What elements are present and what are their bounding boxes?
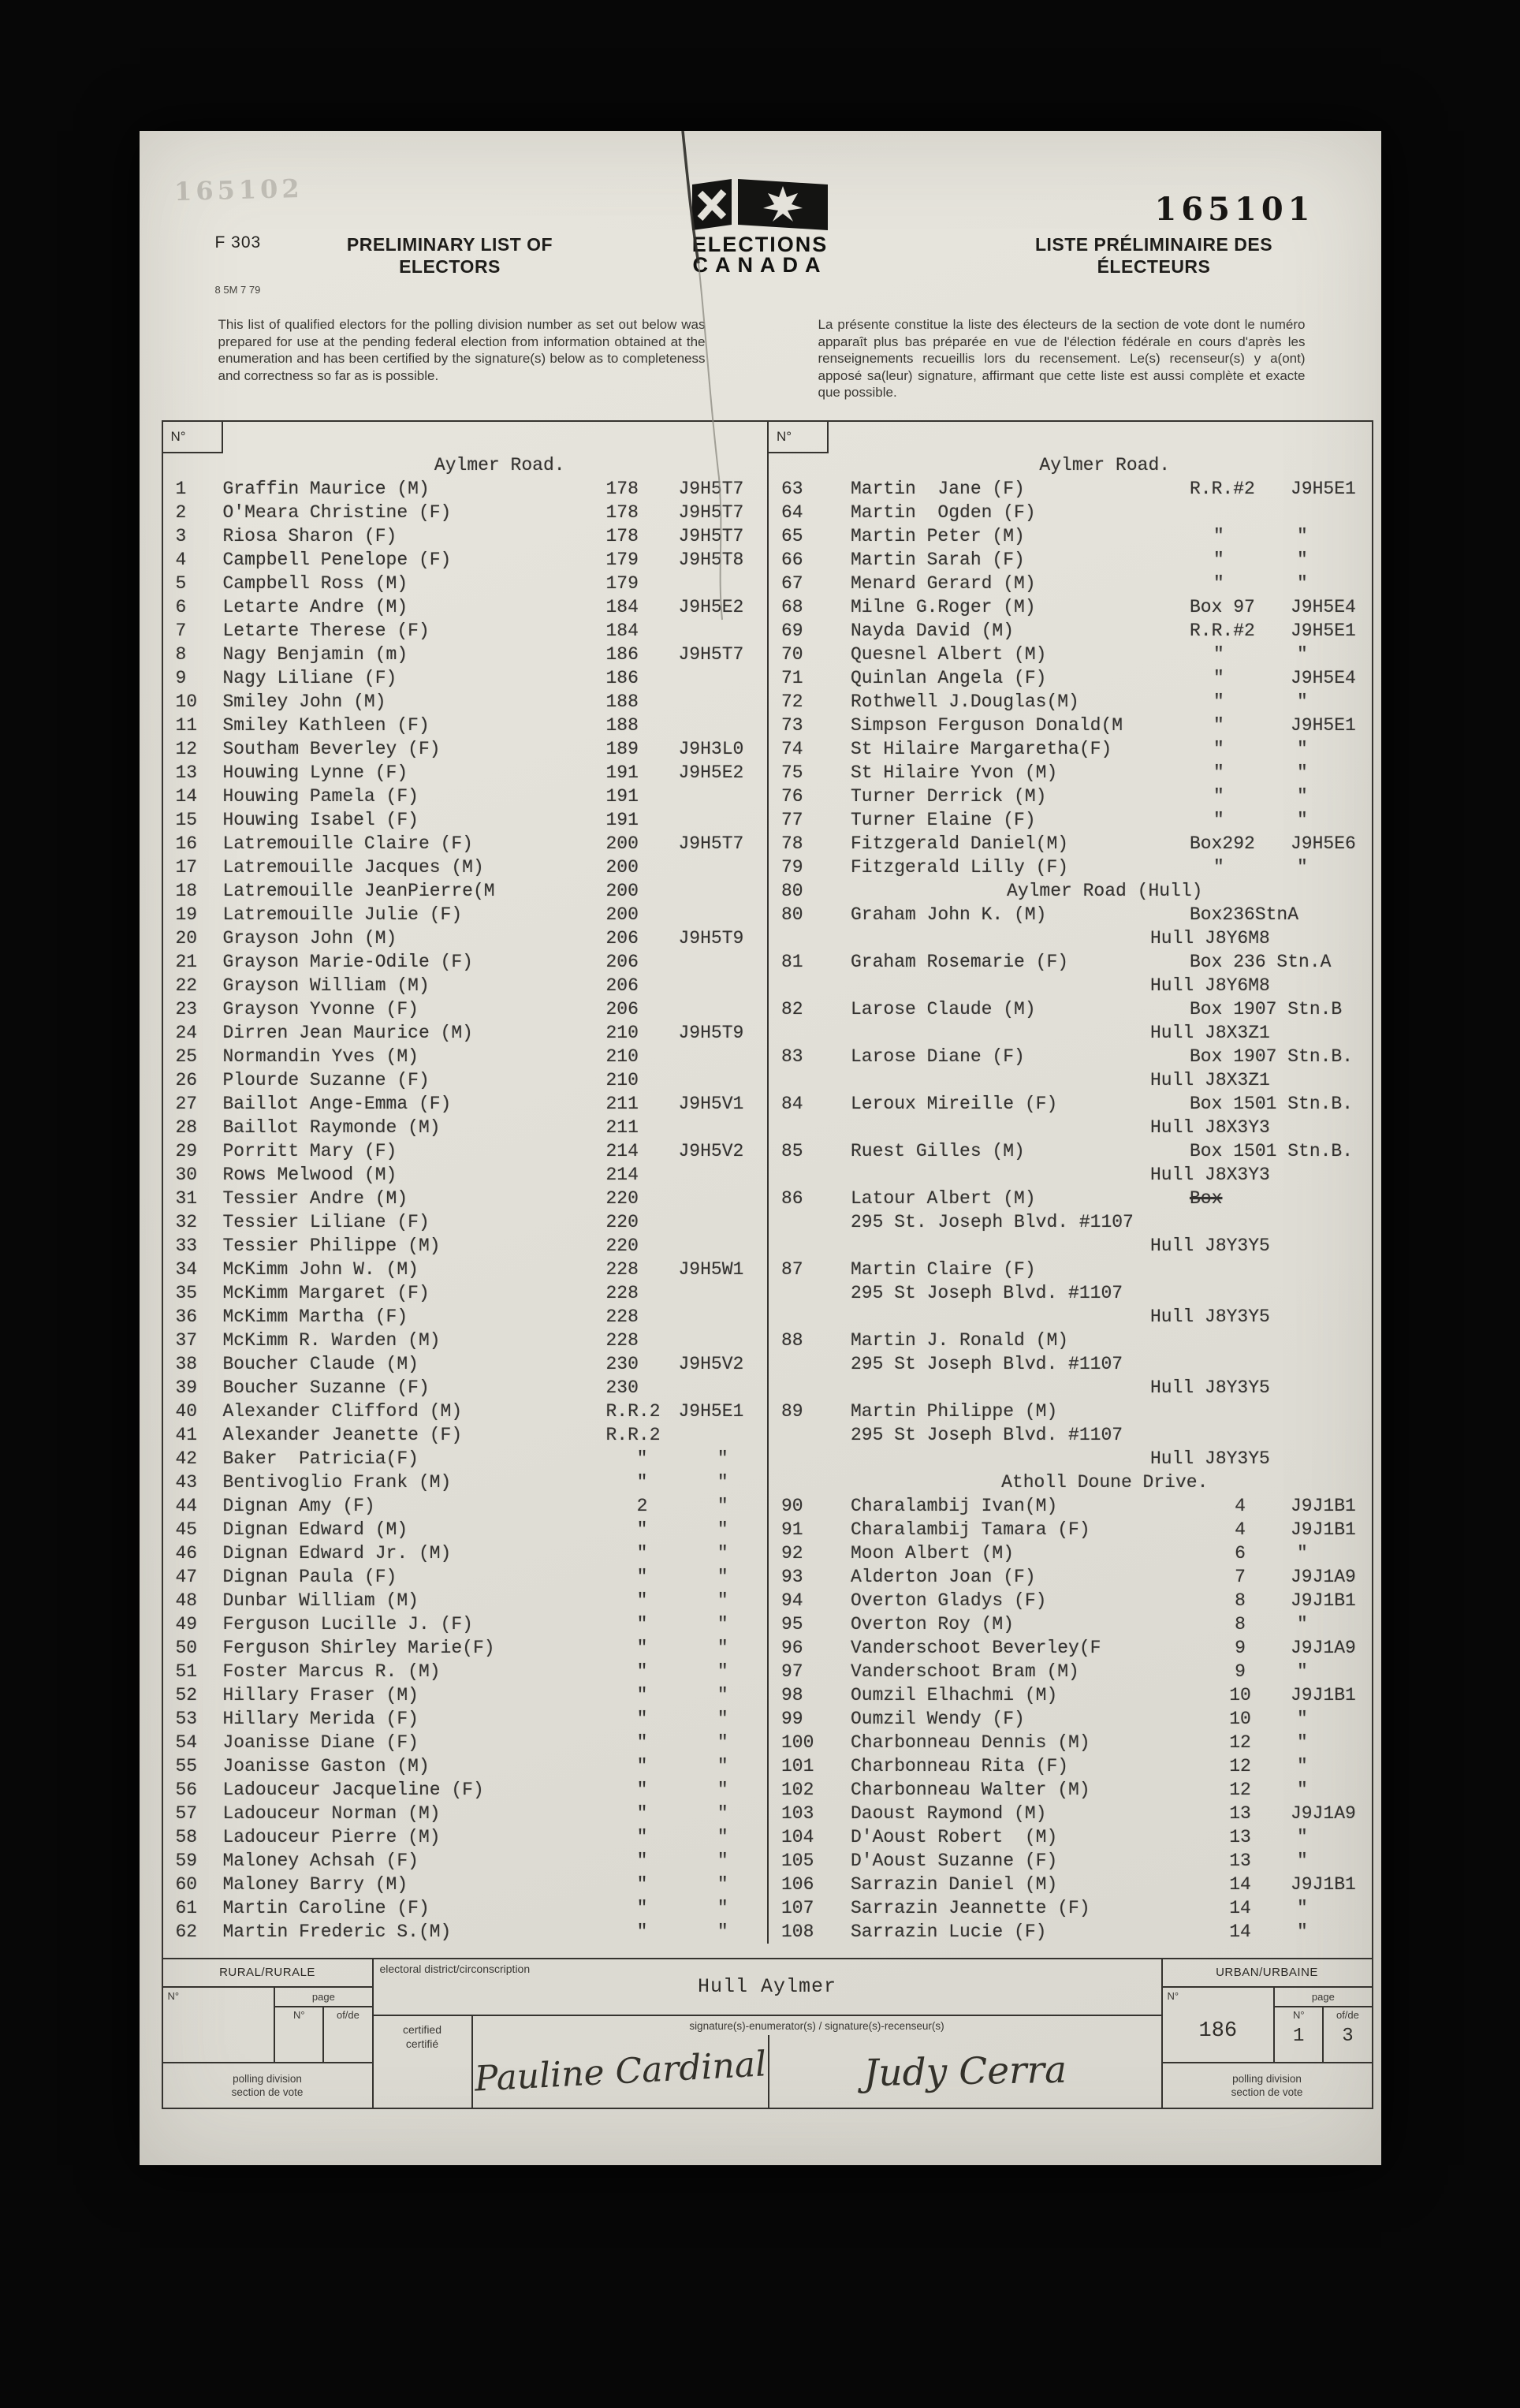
elector-row: 96 Vanderschoot Beverley(F 9 J9J1A9: [781, 1637, 1356, 1658]
elector-row: 100 Charbonneau Dennis (M) 12 ": [781, 1731, 1308, 1753]
elector-row: 25 Normandin Yves (M) 210: [175, 1046, 639, 1067]
elector-row: 76 Turner Derrick (M) " ": [781, 785, 1308, 807]
elector-row: 44 Dignan Amy (F) 2 ": [175, 1495, 728, 1516]
intro-paragraphs: [140, 296, 1381, 401]
elector-row: 90 Charalambij Ivan(M) 4 J9J1B1: [781, 1495, 1356, 1516]
elector-row: 67 Menard Gerard (M) " ": [781, 572, 1308, 594]
elector-row: 26 Plourde Suzanne (F) 210: [175, 1069, 639, 1090]
elector-row: 17 Latremouille Jacques (M) 200: [175, 856, 639, 878]
elector-row: 50 Ferguson Shirley Marie(F) " ": [175, 1637, 728, 1658]
elector-row: 80 Graham John K. (M) Box236StnA: [781, 904, 1299, 925]
elector-row: 16 Latremouille Claire (F) 200 J9H5T7: [175, 833, 744, 854]
flag-logo-icon: [683, 172, 837, 238]
elector-row: 47 Dignan Paula (F) " ": [175, 1566, 728, 1587]
elector-row: 62 Martin Frederic S.(M) " ": [175, 1921, 728, 1942]
rural-page-no: N°: [275, 2007, 324, 2062]
elector-row: 78 Fitzgerald Daniel(M) Box292 J9H5E6: [781, 833, 1356, 854]
elector-row: 51 Foster Marcus R. (M) " ": [175, 1661, 728, 1682]
elector-row: 29 Porritt Mary (F) 214 J9H5V2: [175, 1140, 744, 1161]
no-label: N°: [1167, 1989, 1179, 2002]
elector-row: 72 Rothwell J.Douglas(M) " ": [781, 691, 1308, 712]
elector-row: 59 Maloney Achsah (F) " ": [175, 1850, 728, 1871]
page-label: page: [1275, 1988, 1371, 2007]
elector-row: 55 Joanisse Gaston (M) " ": [175, 1755, 728, 1776]
signature-caption: signature(s)-enumerator(s) / signature(s)-recenseur(s): [689, 2019, 944, 2032]
elections-canada-logo: [650, 172, 870, 275]
elector-row: 103 Daoust Raymond (M) 13 J9J1A9: [781, 1802, 1356, 1824]
elector-row: 75 St Hilaire Yvon (M) " ": [781, 762, 1308, 783]
elector-row: 8 Nagy Benjamin (m) 186 J9H5T7: [175, 643, 744, 665]
elector-row: 87 Martin Claire (F): [781, 1258, 1036, 1280]
no-label: N°: [167, 1989, 180, 2002]
district-signature-area: [374, 1959, 1161, 2108]
elector-row: 82 Larose Claude (M) Box 1907 Stn.B: [781, 998, 1343, 1019]
elector-row: 84 Leroux Mireille (F) Box 1501 Stn.B.: [781, 1093, 1354, 1114]
elector-row: 105 D'Aoust Suzanne (F) 13 ": [781, 1850, 1308, 1871]
address-continuation: 295 St Joseph Blvd. #1107: [851, 1353, 1123, 1374]
elector-row: 86 Latour Albert (M) Box: [781, 1187, 1223, 1209]
elector-row: 48 Dunbar William (M) " ": [175, 1590, 728, 1611]
district-field: [374, 1959, 1161, 2016]
elector-row: 65 Martin Peter (M) " ": [781, 525, 1308, 546]
elector-row: 93 Alderton Joan (F) 7 J9J1A9: [781, 1566, 1356, 1587]
elector-row: 71 Quinlan Angela (F) " J9H5E4: [781, 667, 1356, 688]
form-number: F 303: [214, 233, 262, 252]
electors-list-left: [163, 453, 768, 1944]
address-continuation: Hull J8X3Y3: [1150, 1164, 1270, 1185]
elector-row: 53 Hillary Merida (F) " ": [175, 1708, 728, 1729]
elector-row: 91 Charalambij Tamara (F) 4 J9J1B1: [781, 1519, 1356, 1540]
elector-row: 43 Bentivoglio Frank (M) " ": [175, 1471, 728, 1493]
urban-page-no-value: 1: [1293, 2025, 1305, 2047]
elector-row: 22 Grayson William (M) 206: [175, 975, 639, 996]
elector-row: 46 Dignan Edward Jr. (M) " ": [175, 1542, 728, 1564]
certification-footer: [162, 1958, 1373, 2109]
elector-row: 13 Houwing Lynne (F) 191 J9H5E2: [175, 762, 744, 783]
urban-page-no: N° 1: [1275, 2007, 1324, 2062]
elector-row: 77 Turner Elaine (F) " ": [781, 809, 1308, 830]
elector-row: 41 Alexander Jeanette (F) R.R.2: [175, 1424, 661, 1445]
address-continuation: Hull J8X3Y3: [1150, 1116, 1270, 1138]
elector-row: 56 Ladouceur Jacqueline (F) " ": [175, 1779, 728, 1800]
street-section-header: 80 Aylmer Road (Hull): [781, 880, 1203, 901]
elector-row: 101 Charbonneau Rita (F) 12 ": [781, 1755, 1308, 1776]
rural-no-value: [163, 2000, 274, 2062]
elector-row: 61 Martin Caroline (F) " ": [175, 1897, 728, 1918]
column-header-row: [163, 422, 768, 453]
street-section-header: Aylmer Road.: [1039, 454, 1171, 475]
page-label: page: [275, 1988, 371, 2007]
elector-row: 45 Dignan Edward (M) " ": [175, 1519, 728, 1540]
urban-box: [1161, 1959, 1372, 2108]
elector-row: 81 Graham Rosemarie (F) Box 236 Stn.A: [781, 951, 1332, 972]
elector-row: 85 Ruest Gilles (M) Box 1501 Stn.B.: [781, 1140, 1354, 1161]
street-section-header: Atholl Doune Drive.: [1001, 1471, 1209, 1493]
rural-page-cell: [275, 1988, 371, 2062]
elector-row: 3 Riosa Sharon (F) 178 J9H5T7: [175, 525, 744, 546]
street-section-header: Aylmer Road.: [434, 454, 565, 475]
elector-row: 36 McKimm Martha (F) 228: [175, 1306, 639, 1327]
title-french: LISTE PRÉLIMINAIRE DES ÉLECTEURS: [1034, 234, 1273, 277]
elector-row: 89 Martin Philippe (M): [781, 1400, 1058, 1422]
rural-page-of: of/de: [336, 2008, 360, 2021]
elector-row: 7 Letarte Therese (F) 184: [175, 620, 639, 641]
elector-row: 28 Baillot Raymonde (M) 211: [175, 1116, 639, 1138]
elector-row: 74 St Hilaire Margaretha(F) " ": [781, 738, 1308, 759]
address-continuation: Hull J8Y3Y5: [1150, 1306, 1270, 1327]
ghost-stamp: 165102: [173, 173, 304, 207]
elector-row: 10 Smiley John (M) 188: [175, 691, 639, 712]
elector-row: 63 Martin Jane (F) R.R.#2 J9H5E1: [781, 478, 1356, 499]
elector-row: 11 Smiley Kathleen (F) 188: [175, 714, 639, 736]
urban-polling-label: polling division section de vote: [1163, 2062, 1372, 2108]
elector-row: 70 Quesnel Albert (M) " ": [781, 643, 1308, 665]
elector-row: 69 Nayda David (M) R.R.#2 J9H5E1: [781, 620, 1356, 641]
electors-column-right: [767, 422, 1372, 1944]
elector-row: 94 Overton Gladys (F) 8 J9J1B1: [781, 1590, 1356, 1611]
elector-row: 35 McKimm Margaret (F) 228: [175, 1282, 639, 1303]
urban-no-cell: [1163, 1988, 1276, 2062]
district-label: electoral district/circonscription: [379, 1962, 531, 1975]
elector-row: 9 Nagy Liliane (F) 186: [175, 667, 639, 688]
rural-label: RURAL/RURALE: [163, 1959, 372, 1988]
elector-row: 30 Rows Melwood (M) 214: [175, 1164, 639, 1185]
elector-row: 60 Maloney Barry (M) " ": [175, 1873, 728, 1895]
elector-row: 92 Moon Albert (M) 6 ": [781, 1542, 1308, 1564]
elector-row: 2 O'Meara Christine (F) 178 J9H5T7: [175, 501, 744, 523]
address-continuation: Hull J8Y3Y5: [1150, 1235, 1270, 1256]
elector-row: 21 Grayson Marie-Odile (F) 206: [175, 951, 639, 972]
signature-enumerator: Pauline Cardinal: [473, 2043, 767, 2099]
elector-row: 37 McKimm R. Warden (M) 228: [175, 1329, 639, 1351]
elector-row: 24 Dirren Jean Maurice (M) 210 J9H5T9: [175, 1022, 744, 1043]
rural-values: [163, 1988, 372, 2062]
elector-row: 49 Ferguson Lucille J. (F) " ": [175, 1613, 728, 1635]
address-continuation: Hull J8Y6M8: [1150, 975, 1270, 996]
elector-row: 104 D'Aoust Robert (M) 13 ": [781, 1826, 1308, 1847]
logo-wordmark: ELECTIONS CANADA: [691, 233, 829, 277]
urban-page-of-value: 3: [1342, 2025, 1354, 2047]
urban-values: [1163, 1988, 1372, 2062]
no-column-header: N°: [163, 422, 223, 453]
elector-row: 57 Ladouceur Norman (M) " ": [175, 1802, 728, 1824]
elector-row: 40 Alexander Clifford (M) R.R.2 J9H5E1: [175, 1400, 744, 1422]
rural-no-cell: [163, 1988, 276, 2062]
urban-no-value: 186: [1198, 2018, 1238, 2043]
elector-row: 34 McKimm John W. (M) 228 J9H5W1: [175, 1258, 744, 1280]
elector-row: 108 Sarrazin Lucie (F) 14 ": [781, 1921, 1308, 1942]
electors-table: [162, 420, 1373, 1958]
elector-row: 83 Larose Diane (F) Box 1907 Stn.B.: [781, 1046, 1354, 1067]
elector-row: 68 Milne G.Roger (M) Box 97 J9H5E4: [781, 596, 1356, 617]
urban-page-cell: [1275, 1988, 1371, 2062]
intro-paragraph-english: This list of qualified electors for the polling division number as set out below was prepared for use at the pending federal election from information obtained at the enumeration and has been certified by the signature(s) below as to completeness and correctness so far as is possible.: [218, 317, 706, 383]
elector-row: 64 Martin Ogden (F): [781, 501, 1036, 523]
elector-row: 23 Grayson Yvonne (F) 206: [175, 998, 639, 1019]
address-continuation: Hull J8X3Z1: [1150, 1069, 1270, 1090]
elector-row: 20 Grayson John (M) 206 J9H5T9: [175, 927, 744, 949]
electors-column-left: [163, 422, 768, 1944]
document-page: [140, 131, 1381, 2165]
elector-row: 52 Hillary Fraser (M) " ": [175, 1684, 728, 1705]
address-continuation: 295 St Joseph Blvd. #1107: [851, 1424, 1123, 1445]
elector-row: 5 Campbell Ross (M) 179: [175, 572, 639, 594]
address-continuation: 295 St Joseph Blvd. #1107: [851, 1282, 1123, 1303]
elector-row: 66 Martin Sarah (F) " ": [781, 549, 1308, 570]
elector-row: 42 Baker Patricia(F) " ": [175, 1448, 728, 1469]
elector-row: 97 Vanderschoot Bram (M) 9 ": [781, 1661, 1308, 1682]
elector-row: 95 Overton Roy (M) 8 ": [781, 1613, 1308, 1635]
column-header-row: [769, 422, 1372, 453]
address-continuation: Hull J8Y6M8: [1150, 927, 1270, 949]
no-column-header: N°: [769, 422, 829, 453]
elector-row: 73 Simpson Ferguson Donald(M " J9H5E1: [781, 714, 1356, 736]
elector-row: 19 Latremouille Julie (F) 200: [175, 904, 639, 925]
address-continuation: Hull J8Y3Y5: [1150, 1377, 1270, 1398]
elector-row: 102 Charbonneau Walter (M) 12 ": [781, 1779, 1308, 1800]
signature-area: [374, 2016, 1161, 2108]
elector-row: 38 Boucher Claude (M) 230 J9H5V2: [175, 1353, 744, 1374]
address-continuation: 295 St. Joseph Blvd. #1107: [851, 1211, 1134, 1232]
serial-number-stamp: 165101: [1154, 191, 1315, 228]
elector-row: 32 Tessier Liliane (F) 220: [175, 1211, 639, 1232]
elector-row: 6 Letarte Andre (M) 184 J9H5E2: [175, 596, 744, 617]
form-print-code: 8 5M 7 79: [214, 284, 261, 296]
urban-label: URBAN/URBAINE: [1163, 1959, 1372, 1988]
urban-page-of: of/de 3: [1324, 2007, 1371, 2062]
intro-paragraph-french: La présente constitue la liste des électeurs de la section de vote dont le numéro apparaît plus bas préparée en vue de l'élection fédérale en cours d'après les renseignements recueillis lors du recensement. Le(s) recenseur(s) y a(ont) apposé sa(leur) signature, affirmant que cette liste est aussi complète et exacte que possible.: [818, 317, 1306, 400]
title-english: PRELIMINARY LIST OF ELECTORS: [346, 234, 553, 277]
district-value: Hull Aylmer: [697, 1975, 837, 1998]
scan-background: [0, 131, 1520, 2408]
electors-list-right: [769, 453, 1372, 1944]
address-continuation: Hull J8X3Z1: [1150, 1022, 1270, 1043]
elector-row: 18 Latremouille JeanPierre(M 200: [175, 880, 639, 901]
elector-row: 1 Graffin Maurice (M) 178 J9H5T7: [175, 478, 744, 499]
elector-row: 58 Ladouceur Pierre (M) " ": [175, 1826, 728, 1847]
elector-row: 15 Houwing Isabel (F) 191: [175, 809, 639, 830]
elector-row: 99 Oumzil Wendy (F) 10 ": [781, 1708, 1308, 1729]
address-continuation: Hull J8Y3Y5: [1150, 1448, 1270, 1469]
elector-row: 12 Southam Beverley (F) 189 J9H3L0: [175, 738, 744, 759]
certified-label: certified certifié: [374, 2016, 473, 2108]
elector-row: 98 Oumzil Elhachmi (M) 10 J9J1B1: [781, 1684, 1356, 1705]
elector-row: 54 Joanisse Diane (F) " ": [175, 1731, 728, 1753]
elector-row: 106 Sarrazin Daniel (M) 14 J9J1B1: [781, 1873, 1356, 1895]
elector-row: 4 Campbell Penelope (F) 179 J9H5T8: [175, 549, 744, 570]
form-id-block: [215, 233, 316, 296]
elector-row: 88 Martin J. Ronald (M): [781, 1329, 1069, 1351]
elector-row: 27 Baillot Ange-Emma (F) 211 J9H5V1: [175, 1093, 744, 1114]
elector-row: 39 Boucher Suzanne (F) 230: [175, 1377, 639, 1398]
elector-row: 33 Tessier Philippe (M) 220: [175, 1235, 639, 1256]
signature-recenseur: Judy Cerra: [863, 2047, 1067, 2095]
rural-polling-label: polling division section de vote: [163, 2062, 372, 2108]
rural-box: [163, 1959, 374, 2108]
elector-row: 107 Sarrazin Jeannette (F) 14 ": [781, 1897, 1308, 1918]
elector-row: 31 Tessier Andre (M) 220: [175, 1187, 639, 1209]
elector-row: 14 Houwing Pamela (F) 191: [175, 785, 639, 807]
elector-row: 79 Fitzgerald Lilly (F) " ": [781, 856, 1308, 878]
